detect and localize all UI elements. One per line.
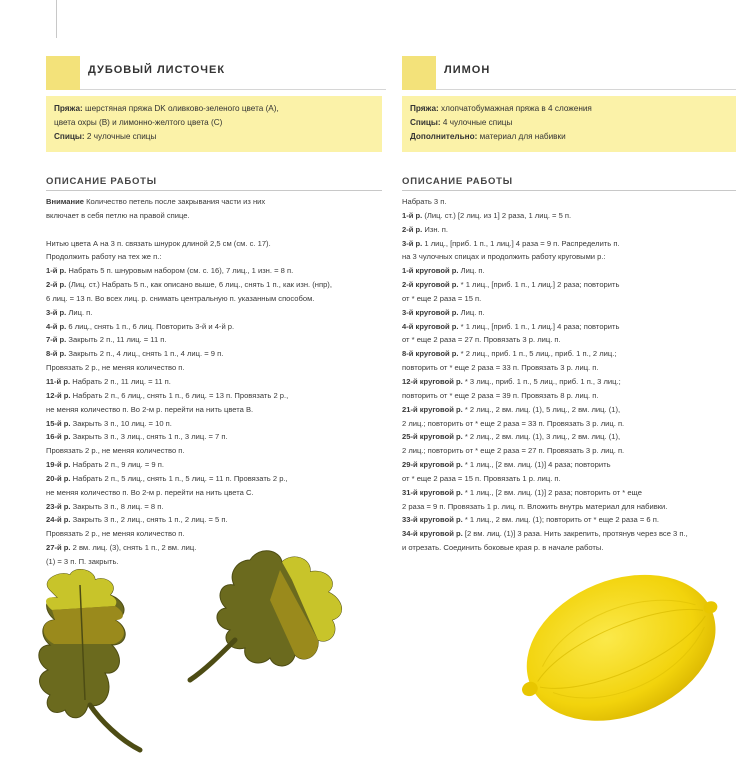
instruction-line: 2-й р. (Лиц. ст.) Набрать 5 п., как описано выше, 6 лиц., снять 1 п., как изн. (нпр), — [46, 280, 332, 290]
materials-box — [402, 96, 736, 152]
section-title: ОПИСАНИЕ РАБОТЫ — [46, 176, 157, 187]
instruction-line: 19-й р. Набрать 2 п., 9 лиц. = 9 п. — [46, 460, 164, 470]
instruction-line: 8-й круговой р. * 2 лиц., приб. 1 п., 5 лиц., приб. 1 п., 2 лиц.; — [402, 349, 617, 359]
instruction-line: 3-й р. 1 лиц., [приб. 1 п., 1 лиц.] 4 раза = 9 п. Распределить п. — [402, 238, 620, 248]
instruction-line: 4-й р. 6 лиц., снять 1 п., 6 лиц. Повторить 3-й и 4-й р. — [46, 321, 235, 331]
extra-line: Дополнительно: материал для набивки — [410, 132, 566, 141]
instruction-line: 2 лиц.; повторить от * еще 2 раза = 27 п. Провязать 3 р. лиц. п. — [402, 446, 625, 456]
instruction-line: Продолжить работу на тех же п.: — [46, 252, 162, 262]
instruction-line: 8-й р. Закрыть 2 п., 4 лиц., снять 1 п., 4 лиц. = 9 п. — [46, 349, 224, 359]
instruction-line: 1-й круговой р. Лиц. п. — [402, 266, 485, 276]
instruction-line: 2 лиц.; повторить от * еще 2 раза = 33 п. Провязать 3 р. лиц. п. — [402, 418, 625, 428]
instruction-line: 21-й круговой р. * 2 лиц., 2 вм. лиц. (1), 5 лиц., 2 вм. лиц. (1), — [402, 404, 621, 414]
instruction-line: 34-й круговой р. [2 вм. лиц. (1)] 3 раза. Нить закрепить, протянув через все 3 п., — [402, 529, 688, 539]
yarn-line: Пряжа: шерстяная пряжа DK оливково-зеленого цвета (А), — [54, 104, 279, 113]
instruction-line: 16-й р. Закрыть 3 п., 3 лиц., снять 1 п., 3 лиц. = 7 п. — [46, 432, 228, 442]
header-rule — [80, 89, 386, 90]
yarn-line-2: цвета охры (В) и лимонно-желтого цвета (С) — [54, 118, 223, 127]
instructions-text — [46, 195, 332, 569]
instruction-line: 2-й круговой р. * 1 лиц., [приб. 1 п., 1 лиц.] 2 раза; повторить — [402, 280, 620, 290]
yarn-line: Пряжа: хлопчатобумажная пряжа в 4 сложения — [410, 104, 592, 113]
knitted-oak-leaves-illustration — [30, 540, 360, 760]
knitted-lemon-illustration — [510, 560, 730, 730]
instruction-line: 20-й р. Набрать 2 п., 5 лиц., снять 1 п., 5 лиц. = 11 п. Провязать 2 р., — [46, 473, 288, 483]
instruction-line: Внимание Количество петель после закрывания части из них — [46, 197, 266, 206]
oak-leaf-left — [39, 570, 140, 750]
instruction-line: и отрезать. Соединить боковые края р. в начале работы. — [402, 543, 604, 553]
instruction-line: 12-й р. Набрать 2 п., 6 лиц., снять 1 п., 6 лиц. = 13 п. Провязать 2 р., — [46, 390, 289, 400]
instruction-line: 4-й круговой р. * 1 лиц., [приб. 1 п., 1 лиц.] 4 раза; повторить — [402, 321, 620, 331]
lemon — [510, 560, 730, 730]
instruction-line: 25-й круговой р. * 2 лиц., 2 вм. лиц. (1), 3 лиц., 2 вм. лиц. (1), — [402, 432, 621, 442]
instruction-line: 7-й р. Закрыть 2 п., 11 лиц. = 11 п. — [46, 335, 167, 345]
instruction-line: 24-й р. Закрыть 3 п., 2 лиц., снять 1 п., 2 лиц. = 5 п. — [46, 515, 228, 525]
instruction-line: от * еще 2 раза = 15 п. — [402, 293, 482, 303]
instruction-line: от * еще 2 раза = 15 п. Провязать 1 р. лиц. п. — [402, 473, 561, 483]
instruction-line: 3-й р. Лиц. п. — [46, 307, 93, 317]
instruction-line: на 3 чулочных спицах и продолжить работу круговыми р.: — [402, 252, 606, 262]
instructions-text — [402, 195, 688, 555]
materials-box — [46, 96, 382, 152]
instruction-line: 1-й р. Набрать 5 п. шнуровым набором (см. с. 16), 7 лиц., 1 изн. = 8 п. — [46, 266, 294, 276]
page-title: ЛИМОН — [444, 64, 491, 76]
instruction-line: включает в себя петлю на правой спице. — [46, 210, 190, 220]
instruction-line: 29-й круговой р. * 1 лиц., [2 вм. лиц. (1)] 4 раза; повторить — [402, 460, 611, 470]
instruction-line: повторить от * еще 2 раза = 39 п. Провязать 8 р. лиц. п. — [402, 390, 599, 400]
instruction-line: 33-й круговой р. * 1 лиц., 2 вм. лиц. (1); повторить от * еще 2 раза = 6 п. — [402, 515, 659, 525]
instruction-line: 11-й р. Набрать 2 п., 11 лиц. = 11 п. — [46, 376, 171, 386]
section-rule — [46, 190, 382, 191]
header-accent-block — [46, 56, 80, 90]
instruction-line: не меняя количество п. Во 2-м р. перейти на нить цвета С. — [46, 487, 254, 497]
needles-line: Спицы: 4 чулочные спицы — [410, 118, 513, 127]
instruction-line: 3-й круговой р. Лиц. п. — [402, 307, 485, 317]
instruction-line: Провязать 2 р., не меняя количество п. — [46, 529, 185, 539]
oak-leaf-right — [190, 551, 342, 680]
header-accent-block — [402, 56, 436, 90]
instruction-line: 12-й круговой р. * 3 лиц., приб. 1 п., 5 лиц., приб. 1 п., 3 лиц.; — [402, 376, 621, 386]
instruction-line: от * еще 2 раза = 27 п. Провязать 3 р. лиц. п. — [402, 335, 561, 345]
needles-line: Спицы: 2 чулочные спицы — [54, 132, 157, 141]
section-title: ОПИСАНИЕ РАБОТЫ — [402, 176, 513, 187]
instruction-line: 2-й р. Изн. п. — [402, 224, 448, 234]
instruction-line: Набрать 3 п. — [402, 197, 447, 206]
instruction-line: 23-й р. Закрыть 3 п., 8 лиц. = 8 п. — [46, 501, 164, 511]
instruction-line: Нитью цвета А на 3 п. связать шнурок длиной 2,5 см (см. с. 17). — [46, 238, 271, 248]
instruction-line: 15-й р. Закрыть 3 п., 10 лиц. = 10 п. — [46, 418, 172, 428]
instruction-line: 2 раза = 9 п. Провязать 1 р. лиц. п. Вложить внутрь материал для набивки. — [402, 501, 668, 511]
page-title: ДУБОВЫЙ ЛИСТОЧЕК — [88, 64, 226, 76]
section-rule — [402, 190, 736, 191]
page-top-line — [56, 0, 57, 38]
header-rule — [436, 89, 736, 90]
instruction-line: 1-й р. (Лиц. ст.) [2 лиц. из 1] 2 раза, 1 лиц. = 5 п. — [402, 210, 572, 220]
instruction-line: 6 лиц. = 13 п. Во всех лиц. р. снимать центральную п. указанным способом. — [46, 293, 315, 303]
instruction-line: повторить от * еще 2 раза = 33 п. Провязать 3 р. лиц. п. — [402, 363, 599, 373]
instruction-line: Провязать 2 р., не меняя количество п. — [46, 363, 185, 373]
instruction-line: Провязать 2 р., не меняя количество п. — [46, 446, 185, 456]
instruction-line: 27-й р. 2 вм. лиц. (3), снять 1 п., 2 вм. лиц. — [46, 543, 197, 553]
instruction-line: (1) = 3 п. П. закрыть. — [46, 556, 119, 566]
instruction-line: не меняя количество п. Во 2-м р. перейти на нить цвета В. — [46, 404, 254, 414]
instruction-line: 31-й круговой р. * 1 лиц., [2 вм. лиц. (1)] 2 раза; повторить от * еще — [402, 487, 642, 497]
instruction-line — [46, 223, 332, 237]
